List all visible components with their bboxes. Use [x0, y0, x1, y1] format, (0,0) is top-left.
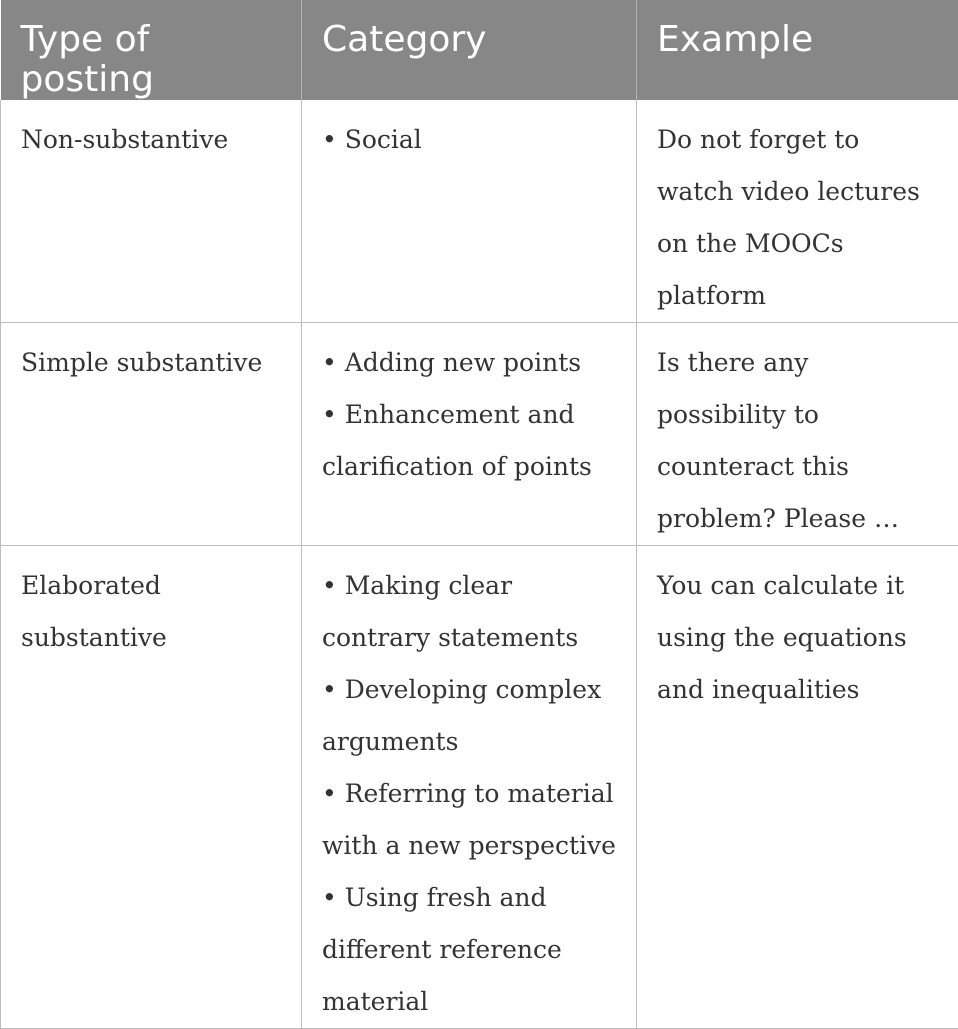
type-text: Elaborated substantive: [21, 560, 281, 664]
example-cell: [637, 323, 958, 546]
table-row: [1, 100, 958, 323]
category-item: • Developing complex arguments: [322, 664, 616, 768]
type-text: Simple substantive: [21, 337, 281, 389]
category-item: • Adding new points: [322, 337, 616, 389]
type-text: Non-substantive: [21, 114, 281, 166]
type-cell: [1, 546, 302, 1029]
header-row: [1, 0, 958, 100]
example-text: Do not forget to watch video lectures on the MOOCs platform: [657, 114, 938, 322]
example-text: Is there any possibility to counteract this problem? Please …: [657, 337, 938, 545]
category-item: • Referring to material with a new perspective: [322, 768, 616, 872]
category-item: • Social: [322, 114, 616, 166]
type-cell: [1, 323, 302, 546]
category-cell: [302, 323, 637, 546]
example-cell: [637, 100, 958, 323]
table-body: [1, 100, 958, 1029]
table-header: [1, 0, 958, 100]
example-text: You can calculate it using the equations and inequalities: [657, 560, 938, 716]
type-cell: [1, 100, 302, 323]
table-row: [1, 323, 958, 546]
category-cell: [302, 100, 637, 323]
header-type-of-posting: Type of posting: [1, 0, 302, 100]
category-item: • Using fresh and different reference material: [322, 872, 616, 1028]
header-category: Category: [302, 0, 637, 100]
category-item: • Making clear contrary statements: [322, 560, 616, 664]
category-item: • Enhancement and clarification of points: [322, 389, 616, 493]
header-example: Example: [637, 0, 958, 100]
example-cell: [637, 546, 958, 1029]
category-cell: [302, 546, 637, 1029]
table-row: [1, 546, 958, 1029]
